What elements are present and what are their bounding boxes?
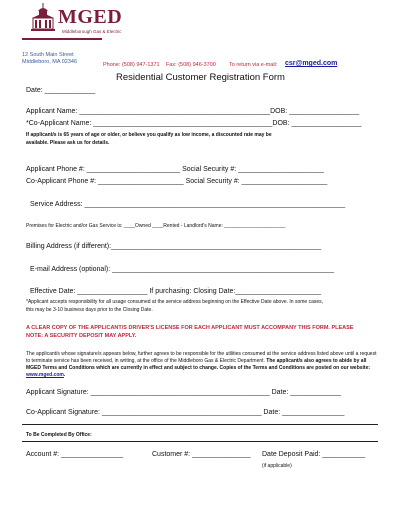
contact-email-link[interactable]: csr@mged.com	[285, 60, 338, 67]
brand-subtitle: Middleborough Gas & Electric	[62, 29, 122, 34]
premises-ownership-field[interactable]: Premises for Electric and/or Gas Service is: ____Owned ____Rented - Landlord's Name: ______________________	[26, 223, 286, 229]
office-section-heading: To Be Completed By Office:	[26, 432, 92, 438]
agreement-text-part-1: The applicant/s whose signature/s appears below, further agrees to be responsible for the utilities consumed at the service address listed above until a request to terminate service has been received, in writing, at the office of the Middleboro Gas & Electric Department.	[26, 351, 377, 364]
billing-address-field[interactable]: Billing Address (if different):______________________________________________________	[26, 243, 322, 250]
license-warning-line-2: NOTE: A SECURITY DEPOSIT MAY APPLY.	[26, 333, 137, 339]
brand-name: MGED	[58, 6, 123, 28]
office-divider-bottom	[22, 441, 378, 442]
customer-number-field[interactable]: Customer #: _______________	[152, 451, 251, 458]
senior-note-line-1: If applicant/s is 65 years of age or older, or believe you qualify as low income, a discounted rate may be	[26, 132, 272, 138]
email-address-field[interactable]: E-mail Address (optional): _________________________________________________________	[30, 266, 334, 273]
co-applicant-name-field[interactable]: *Co-Applicant Name: ______________________________________________DOB: __________________	[26, 120, 362, 127]
applicant-signature-field[interactable]: Applicant Signature: ______________________________________________ Date: _____________	[26, 389, 341, 396]
agreement-paragraph: The applicant/s whose signature/s appears below, further agrees to be responsible for the utilities consumed at the service address listed above until a request to terminate service has been received, in writing, at the office of the Middleboro Gas & Electric Department. The applicant/s also agrees to abide by all MGED Terms and Conditions which are currently in effect and subject to change. Copies of the Terms and Conditions are posted on our website: www.mged.com.	[26, 351, 377, 378]
form-title: Residential Customer Registration Form	[116, 72, 285, 83]
applicant-name-field[interactable]: Applicant Name: _________________________________________________DOB: __________________	[26, 108, 360, 115]
fax-number: Fax: (508) 946-3700	[166, 62, 216, 68]
website-link[interactable]: www.mged.com	[26, 372, 64, 378]
account-number-field[interactable]: Account #: ________________	[26, 451, 124, 458]
service-address-field[interactable]: Service Address: ___________________________________________________________________	[30, 201, 346, 208]
agreement-text-part-2: The applicant/s also agrees to abide by all MGED Terms and Conditions which are currently in effect and subject to change. Copies of the Terms and Conditions are posted on our website:	[26, 358, 371, 371]
applicant-phone-field[interactable]: Applicant Phone #: ________________________ Social Security #: ______________________	[26, 166, 324, 173]
office-divider-top	[22, 424, 378, 425]
co-applicant-phone-field[interactable]: Co-Applicant Phone #: ______________________ Social Security #: ______________________	[26, 178, 328, 185]
email-prefix: To return via e-mail:	[229, 62, 278, 68]
mged-building-logo-icon	[30, 2, 56, 32]
phone-number: Phone: (508) 947-1371	[103, 62, 160, 68]
co-applicant-signature-field[interactable]: Co-Applicant Signature: _________________________________________ Date: ________________	[26, 409, 345, 416]
effective-date-field[interactable]: Effective Date: __________________ If purchasing: Closing Date:______________________	[30, 288, 321, 295]
senior-note-line-2: available. Please ask us for details.	[26, 140, 110, 146]
date-field[interactable]: Date: _____________	[26, 87, 96, 94]
effective-date-note-line-1: *Applicant accepts responsibility for all usage consumed at the service address beginning on the Effective Date above. In some cases,	[26, 299, 324, 305]
effective-date-note-line-2: this may be 3-10 business days prior to the Closing Date.	[26, 307, 153, 313]
address-line-1: 12 South Main Street	[22, 52, 74, 58]
date-deposit-paid-field[interactable]: Date Deposit Paid: ___________	[262, 451, 366, 458]
license-warning-line-1: A CLEAR COPY OF THE APPLICANT/S DRIVER'S LICENSE FOR EACH APPLICANT MUST ACCOMPANY THIS FORM. PLEASE	[26, 325, 354, 331]
address-line-2: Middleboro, MA 02346	[22, 59, 78, 65]
if-applicable-note: (if applicable)	[262, 463, 292, 469]
brand-divider	[22, 38, 102, 40]
